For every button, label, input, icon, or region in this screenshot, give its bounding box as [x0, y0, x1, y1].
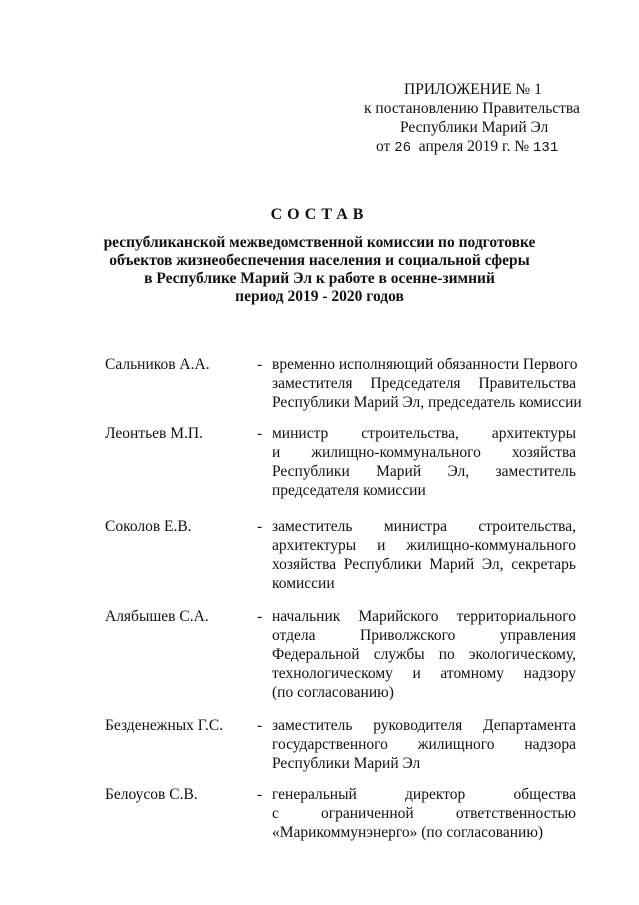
- member-dash: -: [257, 786, 263, 803]
- member-dash: -: [257, 356, 263, 373]
- role-line: отдела Приволжского управления: [272, 627, 576, 644]
- role-line: хозяйства Республики Марий Эл, секретарь: [272, 556, 576, 573]
- role-line: и жилищно-коммунального хозяйства: [272, 444, 576, 461]
- role-line: Республики Марий Эл, председатель комиссии: [272, 394, 582, 411]
- appendix-date-prefix: от: [376, 138, 395, 155]
- appendix-date-mid: апреля 2019 г. №: [411, 138, 534, 155]
- member-dash: -: [257, 608, 263, 625]
- member-role: [272, 607, 576, 702]
- member-name: Алябышев С.А.: [105, 608, 209, 625]
- role-line: с ограниченной ответственностью: [272, 805, 576, 822]
- member-name: Безденежных Г.С.: [105, 717, 224, 734]
- role-line: архитектуры и жилищно-коммунального: [272, 537, 576, 554]
- role-line: Федеральной службы по экологическому,: [272, 646, 576, 663]
- member-role: [272, 785, 576, 842]
- member-role: [272, 355, 582, 412]
- member-name: Белоусов С.В.: [105, 786, 198, 803]
- role-line: технологическому и атомному надзору: [272, 665, 576, 682]
- role-line: начальник Марийского территориального: [272, 608, 576, 625]
- member-role: [272, 517, 576, 593]
- subtitle-line: в Республике Марий Эл к работе в осенне-зимний: [144, 270, 495, 287]
- subtitle-line: республиканской межведомственной комиссии по подготовке: [103, 234, 536, 251]
- member-name: Соколов Е.В.: [105, 518, 192, 535]
- member-role: [272, 716, 576, 773]
- appendix-reference: [340, 80, 600, 158]
- role-line: заместителя Председателя Правительства: [272, 375, 576, 392]
- role-line: министр строительства, архитектуры: [272, 425, 576, 442]
- member-dash: -: [257, 717, 263, 734]
- role-line: Республики Марий Эл, заместитель: [272, 463, 576, 480]
- appendix-decree-ref: к постановлению Правительства: [364, 100, 580, 117]
- role-line: временно исполняющий обязанности Первого: [272, 356, 578, 373]
- role-line: председателя комиссии: [272, 482, 426, 499]
- subtitle-line: период 2019 - 2020 годов: [235, 288, 404, 305]
- role-line: «Марикоммунэнерго» (по согласованию): [272, 824, 544, 841]
- role-line: комиссии: [272, 575, 335, 592]
- role-line: заместитель министра строительства,: [272, 518, 576, 535]
- role-line: (по согласованию): [272, 684, 394, 701]
- member-dash: -: [257, 425, 263, 442]
- role-line: заместитель руководителя Департамента: [272, 717, 576, 734]
- appendix-decree-number: 131: [533, 140, 559, 156]
- document-title: СОСТАВ: [270, 206, 369, 223]
- document-subtitle: [60, 234, 579, 306]
- member-name: Леонтьев М.П.: [105, 425, 203, 442]
- appendix-republic: Республики Марий Эл: [400, 119, 549, 136]
- member-name: Сальников А.А.: [105, 356, 210, 373]
- role-line: государственного жилищного надзора: [272, 736, 576, 753]
- role-line: Республики Марий Эл: [272, 755, 421, 772]
- subtitle-line: объектов жизнеобеспечения населения и социальной сферы: [109, 252, 530, 269]
- member-role: [272, 424, 576, 500]
- role-line: генеральный директор общества: [272, 786, 576, 803]
- appendix-date-line: [340, 137, 600, 158]
- appendix-number: ПРИЛОЖЕНИЕ № 1: [404, 81, 542, 98]
- member-dash: -: [257, 518, 263, 535]
- appendix-day: 26: [394, 140, 412, 156]
